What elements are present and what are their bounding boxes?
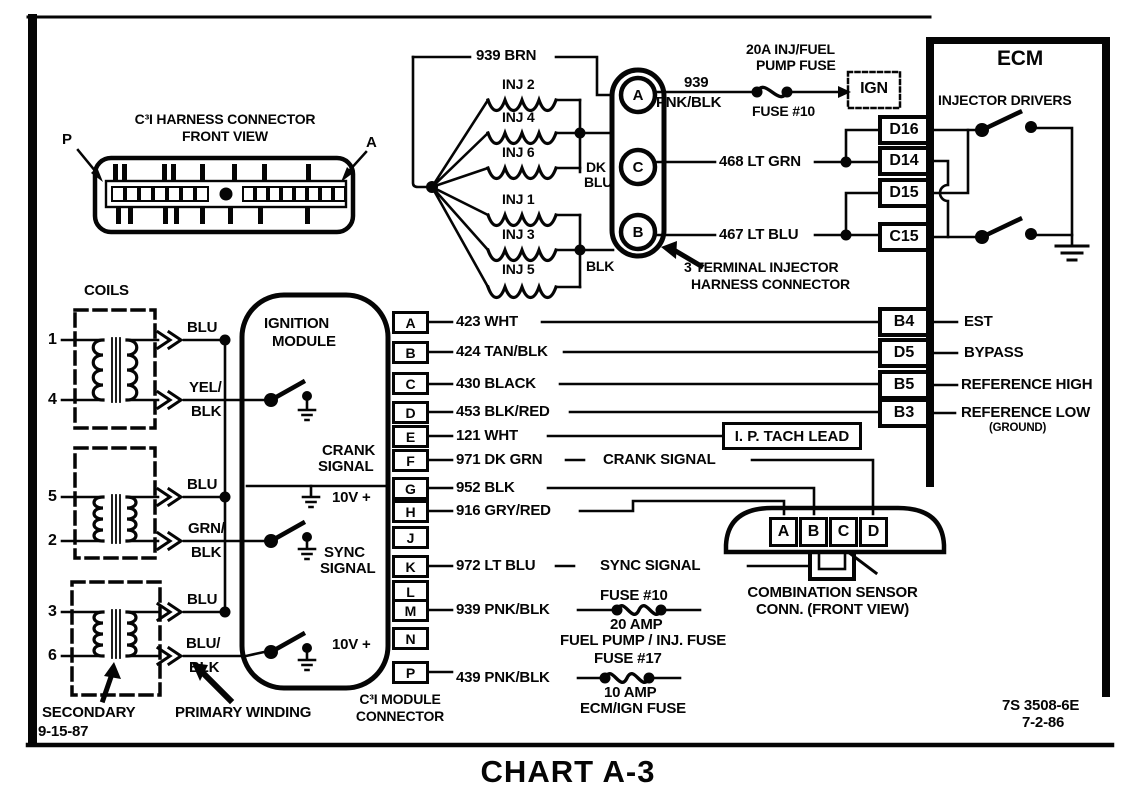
fuse10-name: FUSE #10 bbox=[600, 587, 668, 604]
sensor-pin-c: C bbox=[829, 517, 858, 547]
reference-low-label: REFERENCE LOW bbox=[961, 404, 1091, 421]
inj-4-label: INJ 4 bbox=[502, 109, 535, 125]
module-sync-label-2: SIGNAL bbox=[320, 560, 376, 577]
harness-connector-title: C³I HARNESS CONNECTOR bbox=[134, 111, 316, 127]
bypass-label: BYPASS bbox=[964, 344, 1024, 361]
wire-424-tan-blk: 424 TAN/BLK bbox=[456, 343, 548, 360]
harness-connector-subtitle: FRONT VIEW bbox=[182, 128, 268, 144]
est-label: EST bbox=[964, 313, 993, 330]
wire-439-pnk-blk: 439 PNK/BLK bbox=[456, 669, 550, 686]
crank-signal-label: CRANK SIGNAL bbox=[603, 451, 716, 468]
wire-939-brn: 939 BRN bbox=[476, 47, 537, 64]
sensor-label-1: COMBINATION SENSOR bbox=[747, 584, 918, 601]
module-pin-a: A bbox=[392, 311, 429, 334]
wire-468-lt-grn: 468 LT GRN bbox=[719, 153, 801, 170]
coil-wire-grn: GRN/ bbox=[188, 520, 225, 537]
ecm-pin-b5: B5 bbox=[878, 370, 930, 400]
wire-939-pnk-blk: 939 PNK/BLK bbox=[456, 601, 550, 618]
top-fuse-label-2: PUMP FUSE bbox=[756, 57, 836, 73]
module-pin-c: C bbox=[392, 372, 429, 395]
wire-121-wht: 121 WHT bbox=[456, 427, 518, 444]
primary-winding-label: PRIMARY WINDING bbox=[175, 704, 312, 721]
fuse17-amp: 10 AMP bbox=[604, 684, 657, 701]
coil-wire-blublk-2: BLK bbox=[189, 659, 220, 676]
module-pin-g: G bbox=[392, 477, 429, 500]
harness-terminal-c: C bbox=[632, 159, 644, 176]
harness-pin-a-label: A bbox=[366, 134, 377, 151]
secondary-label: SECONDARY bbox=[42, 704, 136, 721]
wire-971-dk-grn: 971 DK GRN bbox=[456, 451, 543, 468]
three-terminal-label-2: HARNESS CONNECTOR bbox=[691, 276, 850, 292]
harness-connector-drawing bbox=[78, 150, 366, 232]
module-pin-k: K bbox=[392, 555, 429, 578]
ign-label: IGN bbox=[860, 80, 888, 97]
wire-972-lt-blu: 972 LT BLU bbox=[456, 557, 536, 574]
feed-wire-939-label: 939 bbox=[684, 74, 709, 91]
coils-drawing bbox=[62, 310, 264, 700]
sensor-pin-b: B bbox=[799, 517, 828, 547]
part-date: 7-2-86 bbox=[1022, 714, 1065, 731]
coils-title: COILS bbox=[84, 282, 129, 299]
inj-1-label: INJ 1 bbox=[502, 191, 535, 207]
ecm-pin-d16: D16 bbox=[878, 115, 930, 145]
harness-terminal-b: B bbox=[632, 224, 644, 241]
blk-label: BLK bbox=[586, 258, 615, 274]
wire-916-gry-red: 916 GRY/RED bbox=[456, 502, 551, 519]
sync-signal-label: SYNC SIGNAL bbox=[600, 557, 701, 574]
sensor-label-2: CONN. (FRONT VIEW) bbox=[755, 601, 910, 618]
ecm-pin-b3: B3 bbox=[878, 398, 930, 428]
coil-wire-yel-blk: BLK bbox=[191, 403, 222, 420]
inj-6-label: INJ 6 bbox=[502, 144, 535, 160]
wire-952-blk: 952 BLK bbox=[456, 479, 515, 496]
ip-tach-lead-box: I. P. TACH LEAD bbox=[722, 422, 862, 450]
coil-terminal-6: 6 bbox=[48, 647, 57, 664]
ecm-pin-d5: D5 bbox=[878, 338, 930, 368]
fuse10-amp: 20 AMP bbox=[610, 616, 663, 633]
wire-423-wht: 423 WHT bbox=[456, 313, 518, 330]
coil-wire-yel: YEL/ bbox=[189, 379, 222, 396]
coil-wire-blublk-1: BLU/ bbox=[186, 635, 221, 652]
part-number: 7S 3508-6E bbox=[1002, 697, 1080, 714]
module-pin-f: F bbox=[392, 449, 429, 472]
inj-3-label: INJ 3 bbox=[502, 226, 535, 242]
module-crank-label-2: SIGNAL bbox=[318, 458, 374, 475]
coil-wire-blu-2: BLU bbox=[187, 476, 218, 493]
wire-430-black: 430 BLACK bbox=[456, 375, 536, 392]
ecm-drawing bbox=[926, 37, 1110, 697]
fuse10-desc: FUEL PUMP / INJ. FUSE bbox=[560, 632, 727, 649]
inj-2-label: INJ 2 bbox=[502, 76, 535, 92]
fuse17-desc: ECM/IGN FUSE bbox=[580, 700, 686, 717]
three-terminal-label-1: 3 TERMINAL INJECTOR bbox=[684, 259, 839, 275]
module-pin-b: B bbox=[392, 341, 429, 364]
feed-wire-pnkblk-label: PNK/BLK bbox=[656, 94, 722, 111]
ecm-pin-c15: C15 bbox=[878, 222, 930, 252]
top-fuse-label-1: 20A INJ/FUEL bbox=[746, 41, 835, 57]
top-fuse-name: FUSE #10 bbox=[752, 103, 815, 119]
coil-terminal-4: 4 bbox=[48, 391, 57, 408]
module-pin-e: E bbox=[392, 425, 429, 448]
ignition-module-title-2: MODULE bbox=[272, 333, 336, 350]
dk-blu-label-1: DK bbox=[586, 159, 606, 175]
module-connector-label-2: CONNECTOR bbox=[355, 708, 445, 724]
module-pin-p: P bbox=[392, 661, 429, 684]
coil-terminal-1: 1 bbox=[48, 331, 57, 348]
module-pin-h: H bbox=[392, 500, 429, 523]
module-pin-l: L bbox=[392, 580, 429, 603]
sensor-pin-d: D bbox=[859, 517, 888, 547]
module-pin-j: J bbox=[392, 526, 429, 549]
ecm-pin-b4: B4 bbox=[878, 307, 930, 337]
fuse17-name: FUSE #17 bbox=[594, 650, 662, 667]
injector-drivers-label: INJECTOR DRIVERS bbox=[938, 92, 1072, 108]
module-pin-d: D bbox=[392, 401, 429, 424]
inj-5-label: INJ 5 bbox=[502, 261, 535, 277]
sensor-pin-a: A bbox=[769, 517, 798, 547]
ecm-title: ECM bbox=[996, 47, 1044, 70]
coil-wire-blu-3: BLU bbox=[187, 591, 218, 608]
ecm-pin-d15: D15 bbox=[878, 178, 930, 208]
diagram-date: 9-15-87 bbox=[38, 723, 89, 740]
wire-453-blk-red: 453 BLK/RED bbox=[456, 403, 550, 420]
harness-terminal-a: A bbox=[632, 87, 644, 104]
chart-title: CHART A-3 bbox=[480, 754, 656, 789]
dk-blu-label-2: BLU bbox=[584, 174, 613, 190]
module-10v-top-label: 10V + bbox=[332, 489, 371, 506]
module-crank-label-1: CRANK bbox=[322, 442, 376, 459]
wire-467-lt-blu: 467 LT BLU bbox=[719, 226, 799, 243]
module-connector-label-1: C³I MODULE bbox=[359, 691, 441, 707]
coil-terminal-3: 3 bbox=[48, 603, 57, 620]
ignition-module-title-1: IGNITION bbox=[264, 315, 330, 332]
ecm-pin-d14: D14 bbox=[878, 146, 930, 176]
ground-note-label: (GROUND) bbox=[989, 422, 1047, 434]
coil-wire-grn-blk: BLK bbox=[191, 544, 222, 561]
harness-pin-p-label: P bbox=[62, 131, 72, 148]
module-sync-label-1: SYNC bbox=[324, 544, 365, 561]
coil-wire-blu-1: BLU bbox=[187, 319, 218, 336]
module-pin-m: M bbox=[392, 599, 429, 622]
coil-terminal-2: 2 bbox=[48, 532, 57, 549]
module-pin-n: N bbox=[392, 627, 429, 650]
reference-high-label: REFERENCE HIGH bbox=[961, 376, 1093, 393]
module-10v-bottom-label: 10V + bbox=[332, 636, 371, 653]
coil-terminal-5: 5 bbox=[48, 488, 57, 505]
